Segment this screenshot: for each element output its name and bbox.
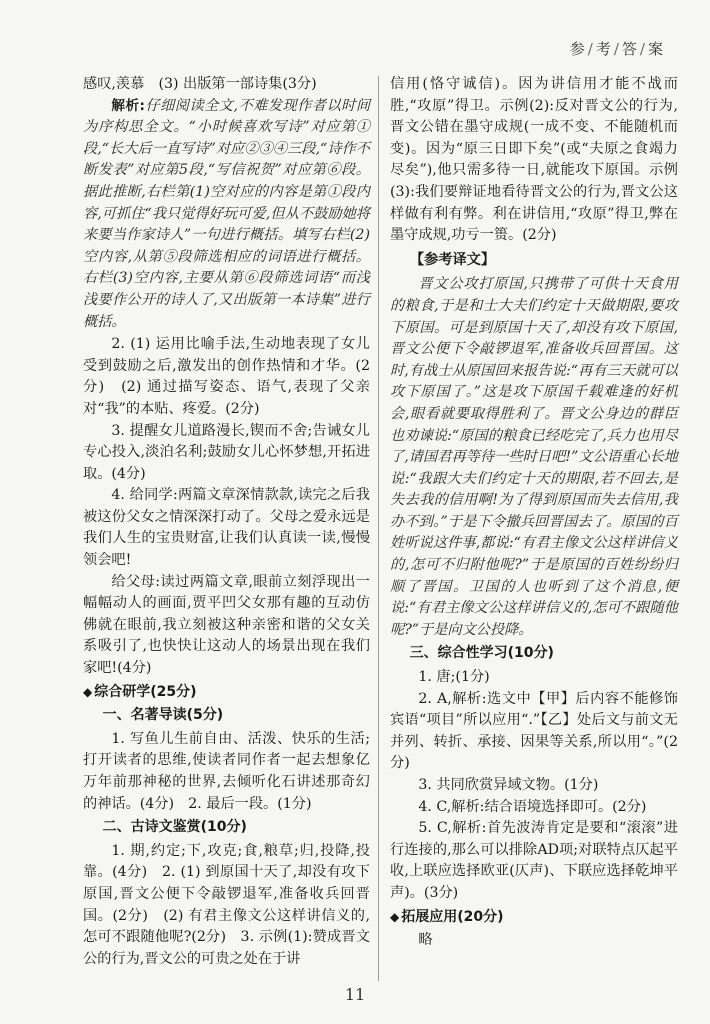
header-char-3: 答 [621,40,638,58]
translation-text: 晋文公攻打原国,只携带了可供十天食用的粮食,于是和士大夫们约定十天做期限,要攻下原国。可是到原国十天了,却没有攻下原国,晋文公便下令敲锣退军,准备收兵回晋国。这时,有战士从原国回来报告说:“再有三天就可以攻下原国了。”这是攻下原国千载难逢的好机会,眼看就要取得胜利了。晋文公身边的群臣也劝谏说:“原国的粮食已经吃完了,兵力也用尽了,请国君再等待一些时日吧!”文公语重心长地说:“我跟大夫们约定十天的期限,若不回去,是失去我的信用啊!为了得到原国而失去信用,我办不到。”于是下令撤兵回晋国去了。原国的百姓听说这件事,都说:“有君主像文公这样讲信义的,怎可不归附他呢?”于是原国的百姓纷纷归顺了晋国。卫国的人也听到了这个消息,便说:“有君主像文公这样讲信义的,怎可不跟随他呢?”于是向文公投降。 [390,276,678,638]
answer-c1: 1. 唐;(1分) [418,669,490,686]
header-char-1: 参 [569,40,586,58]
translation-title: 【参考译文】 [409,251,496,268]
answer-q4-parents: 给父母:读过两篇文章,眼前立刻浮现出一幅幅动人的画面,贾平凹父女那有趣的互动仿佛就在眼前,我立刻被这种亲密和谐的父女关系吸引了,也快快让这动人的场景出现在我们家吧!(4分) [83,573,370,677]
answer-continued: 信用(恪守诚信)。因为讲信用才能不战而胜,“攻原”得卫。示例(2):反对晋文公的行为,晋文公错在墨守成规(一成不变、不能随机而变)。因为“原三日即下矣”(或“夫原之食竭力尽矣”),他只需多待一日,就能攻下原国。示例(3):我们要辩证地看待晋文公的行为,晋文公这样做有利有弊。利在讲信用,“攻原”得卫,弊在墨守成规,功亏一篑。(2分) [390,76,678,244]
answer-q3: 3. 提醒女儿道路漫长,锲而不舍;告诫女儿专心投入,淡泊名利;鼓励女儿心怀梦想,开拓进取。(4分) [83,422,370,482]
answer-line: 感叹,羡慕 (3) 出版第一部诗集(3分) [83,76,317,92]
diamond-icon: ◆ [390,909,400,924]
right-column [390,74,678,952]
section-heading-classics: 一、名著导读(5分) [102,707,224,724]
answer-q4-classmates: 4. 给同学:两篇文章深情款款,读完之后我被这份父女之情深深打动了。父母之爱永远是我们人生的宝贵财富,让我们认真读一读,慢慢领会吧! [83,487,370,569]
header-char-4: 案 [647,40,664,58]
answer-c5: 5. C,解析:首先波涛肯定是要和“滚滚”进行连接的,那么可以排除AD项;对联特点仄起平收,上联应选择欧亚(仄声)、下联应选择乾坤平声)。(3分) [390,820,678,901]
section-heading-research [83,682,370,704]
section-heading-extension [390,907,678,929]
section-heading-research-label: 综合研学(25分) [94,683,197,700]
header-char-2: 考 [595,40,612,58]
analysis-paragraph [83,96,370,334]
answer-poetry: 1. 期,约定;下,攻克;食,粮草;归,投降,投靠。(4分) 2. (1) 到原国十天了,却没有攻下原国,晋文公便下令敲锣退军,准备收兵回晋国。(2分) (2) 有君主像文公这样讲信义的,怎可不跟随他呢?(2分) 3. 示例(1):赞成晋文公的行为,晋文公的可贵之处在于讲 [83,842,370,967]
header-separator: / [587,40,594,58]
answer-omitted: 略 [418,932,433,949]
answer-classics: 1. 写鱼儿生前自由、活泼、快乐的生活;打开读者的思维,使读者同作者一起去想象亿万年前那神秘的世界,去倾听化石讲述那奇幻的神话。(4分) 2. 最后一段。(1分) [83,730,370,812]
page-number: 11 [344,985,366,1004]
left-column [83,74,370,970]
analysis-label: 解析: [111,97,145,114]
header-separator: / [613,40,620,58]
column-divider [378,76,379,981]
section-heading-extension-label: 拓展应用(20分) [401,908,504,925]
answer-c2: 2. A,解析:选文中【甲】后内容不能修饰宾语“项目”所以应用“.”【乙】处后文与前文无并列、转折、承接、因果等关系,所以用“。”(2分) [390,690,678,772]
answer-c4: 4. C,解析:结合语境选择即可。(2分) [418,798,647,815]
answer-c3: 3. 共同欣赏异域文物。(1分) [418,777,599,793]
answer-q2: 2. (1) 运用比喻手法,生动地表现了女儿受到鼓励之后,激发出的创作热情和才华。(2分) (2) 通过描写姿态、语气,表现了父亲对“我”的本贴、疼爱。(2分) [83,336,370,417]
header-separator: / [639,40,646,58]
analysis-text: 仔细阅读全文,不难发现作者以时间为序构思全文。“小时候喜欢写诗”对应第①段,“长大后一直写诗”对应②③④三段,“诗作不断发表”对应第5段,“写信祝贺”对应第⑥段。据此推断,右栏第(1)空对应的内容是第①段内容,可抓住“我只觉得好玩可爱,但从不鼓励她将来要当作家诗人”一句进行概括。填写右栏(2)空内容,从第⑤段筛选相应的词语进行概括。右栏(3)空内容,主要从第⑥段筛选词语“而浅浅要作公开的诗人了,又出版第一本诗集”进行概括。 [83,97,371,330]
page-header [570,38,664,59]
diamond-icon: ◆ [83,684,93,699]
section-heading-poetry: 二、古诗文鉴赏(10分) [102,819,247,836]
section-heading-comprehensive: 三、综合性学习(10分) [409,645,554,662]
